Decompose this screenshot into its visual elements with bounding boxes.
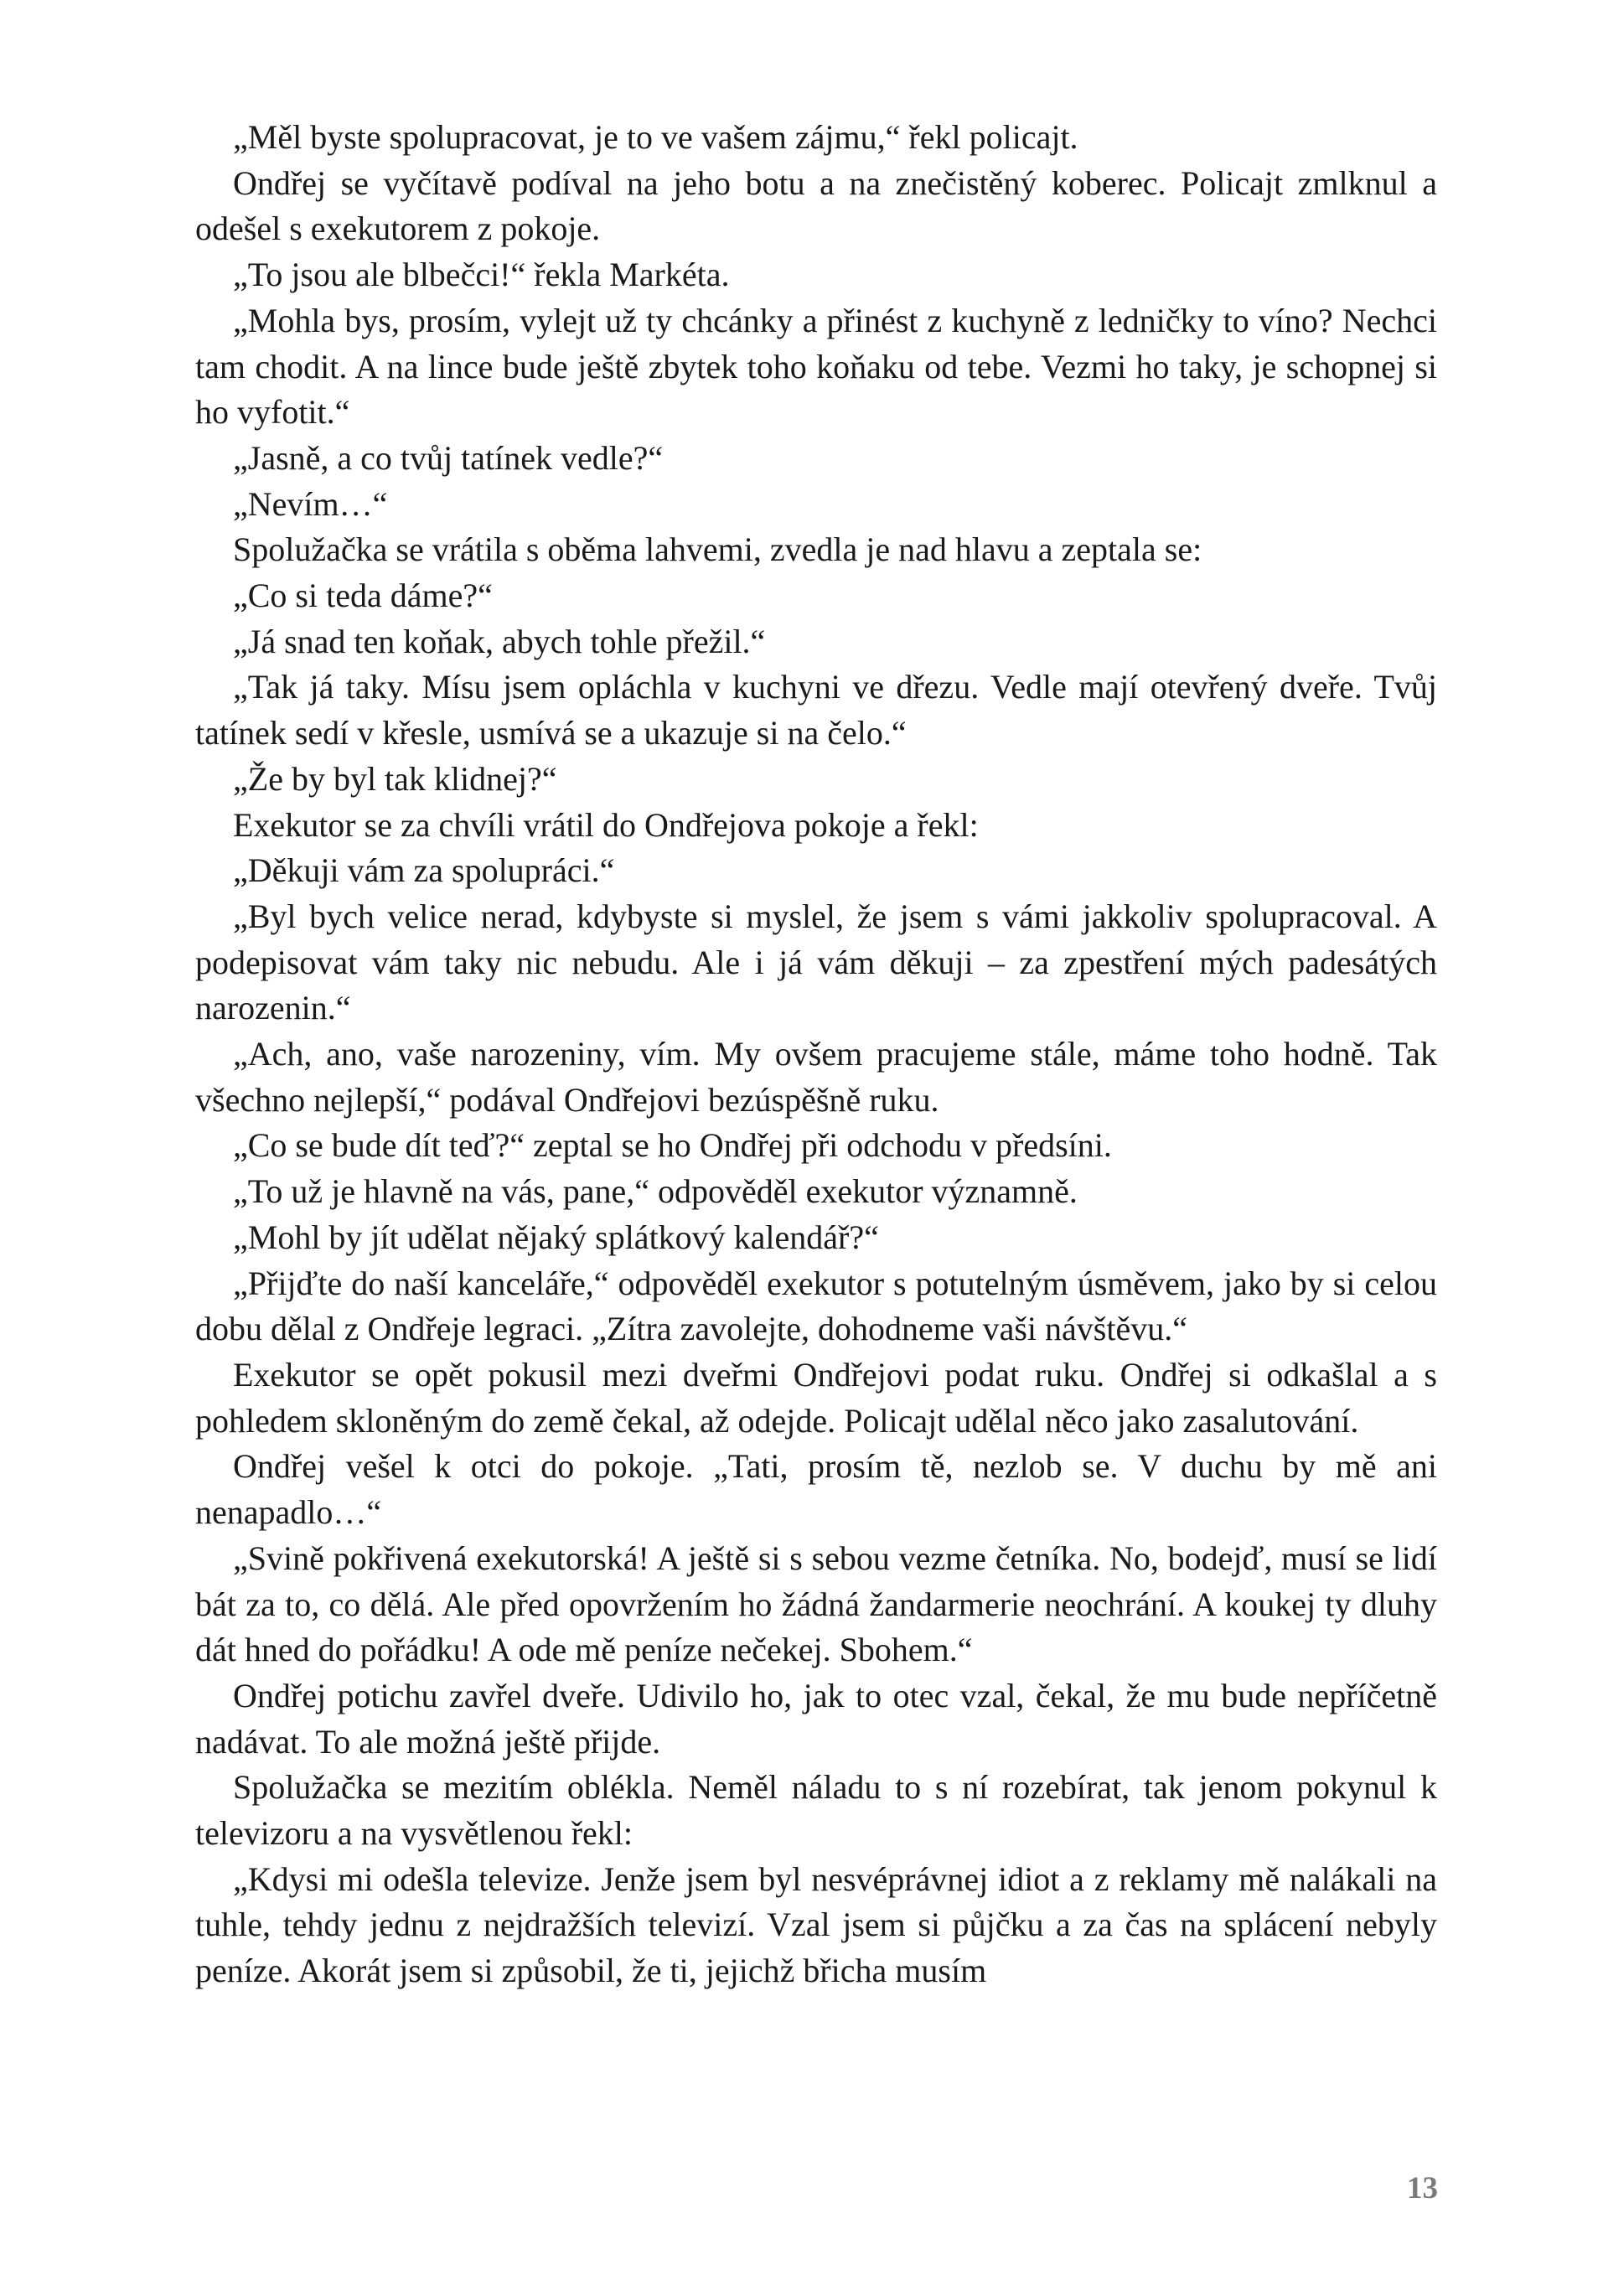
paragraph: „To jsou ale blbečci!“ řekla Markéta.: [233, 256, 730, 294]
paragraph: „Že by byl tak klidnej?“: [233, 759, 557, 798]
paragraph: Ondřej vešel k otci do pokoje. „Tati, prosím tě, nezlob se. V duchu by mě ani nenapadlo…“: [195, 1447, 1437, 1532]
paragraph: Exekutor se za chvíli vrátil do Ondřejova pokoje a řekl:: [233, 805, 979, 844]
paragraph: Ondřej potichu zavřel dveře. Udivilo ho, jak to otec vzal, čekal, že mu bude nepříčetně nadávat. To ale možná ještě přijde.: [195, 1676, 1437, 1761]
paragraph: „Svině pokřivená exekutorská! A ještě si s sebou vezme četníka. No, bodejď, musí se lidí bát za to, co dělá. Ale před opovržením ho žádná žandarmerie neochrání. A koukej ty dluhy dát hned do pořádku! A ode mě peníze nečekej. Sbohem.“: [195, 1538, 1437, 1669]
paragraph: „Kdysi mi odešla televize. Jenže jsem byl nesvéprávnej idiot a z reklamy mě nalákali na tuhle, tehdy jednu z nejdražších televizí. Vzal jsem si půjčku a za čas na splácení nebyly peníze. Akorát jsem si způsobil, že ti, jejichž břicha musím: [195, 1859, 1437, 1990]
paragraph: „Děkuji vám za spolupráci.“: [233, 851, 615, 890]
paragraph: „Jasně, a co tvůj tatínek vedle?“: [233, 438, 664, 477]
paragraph: „Ach, ano, vaše narozeniny, vím. My ovšem pracujeme stále, máme toho hodně. Tak všechno nejlepší,“ podával Ondřejovi bezúspěšně ruku.: [195, 1035, 1437, 1119]
paragraph: Spolužačka se mezitím oblékla. Neměl náladu to s ní rozebírat, tak jenom pokynul k televizoru a na vysvětlenou řekl:: [195, 1768, 1437, 1853]
paragraph: „Mohla bys, prosím, vylejt už ty chcánky a přinést z kuchyně z ledničky to víno? Nechci tam chodit. A na lince bude ještě zbytek toho koňaku od tebe. Vezmi ho taky, je schopnej si ho vyfotit.“: [195, 301, 1437, 432]
paragraph: „Nevím…“: [233, 484, 388, 523]
page-number: 13: [1407, 2171, 1438, 2206]
paragraph: „Co se bude dít teď?“ zeptal se ho Ondřej při odchodu v předsíni.: [233, 1126, 1112, 1165]
body-text: [195, 115, 1437, 1994]
paragraph: Exekutor se opět pokusil mezi dveřmi Ondřejovi podat ruku. Ondřej si odkašlal a s pohledem skloněným do země čekal, až odejde. Policajt udělal něco jako zasalutování.: [195, 1355, 1437, 1440]
paragraph: „Měl byste spolupracovat, je to ve vašem zájmu,“ řekl policajt.: [233, 118, 1078, 156]
paragraph: „Co si teda dáme?“: [233, 577, 493, 615]
paragraph: „Byl bych velice nerad, kdybyste si myslel, že jsem s vámi jakkoliv spolupracoval. A podepisovat vám taky nic nebudu. Ale i já vám děkuji – za zpestření mých padesátých narozenin.“: [195, 897, 1437, 1027]
paragraph: „Já snad ten koňak, abych tohle přežil.“: [233, 622, 766, 660]
paragraph: „To už je hlavně na vás, pane,“ odpověděl exekutor významně.: [233, 1172, 1078, 1211]
paragraph: „Mohl by jít udělat nějaký splátkový kalendář?“: [233, 1218, 879, 1256]
paragraph: Spolužačka se vrátila s oběma lahvemi, zvedla je nad hlavu a zeptala se:: [233, 530, 1202, 569]
paragraph: „Tak já taky. Mísu jsem opláchla v kuchyni ve dřezu. Vedle mají otevřený dveře. Tvůj tatínek sedí v křesle, usmívá se a ukazuje si na čelo.“: [195, 668, 1437, 752]
paragraph: „Přijďte do naší kanceláře,“ odpověděl exekutor s potutelným úsměvem, jako by si celou dobu dělal z Ondřeje legraci. „Zítra zavolejte, dohodneme vaši návštěvu.“: [195, 1264, 1437, 1348]
paragraph: Ondřej se vyčítavě podíval na jeho botu a na znečistěný koberec. Policajt zmlknul a odešel s exekutorem z pokoje.: [195, 163, 1437, 248]
